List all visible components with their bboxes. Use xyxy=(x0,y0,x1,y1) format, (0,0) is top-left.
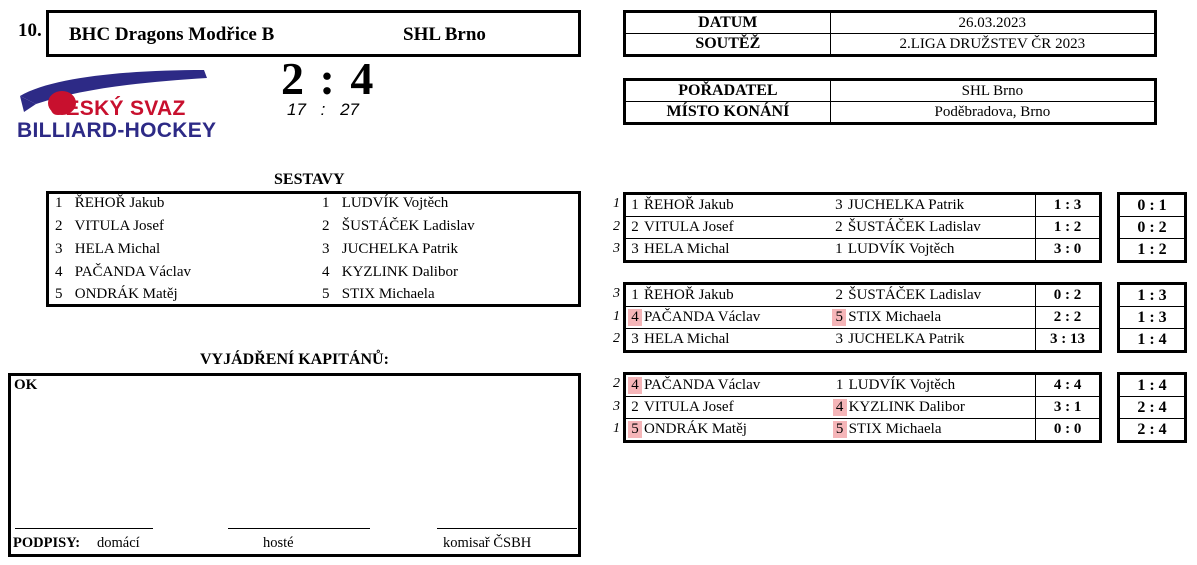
home-player-cell xyxy=(625,397,831,419)
lineups-title: SESTAVY xyxy=(274,171,345,188)
date-label: DATUM xyxy=(625,12,831,34)
home-player-number: 2 xyxy=(631,399,639,415)
logo-text-line2: BILLIARD-HOCKEY xyxy=(17,119,217,142)
running-total-cell: 2 : 4 xyxy=(1119,397,1186,419)
running-total-cell: 0 : 2 xyxy=(1119,217,1186,239)
match-score-cell: 4 : 4 xyxy=(1036,374,1101,397)
home-player-number: 4 xyxy=(628,377,642,394)
home-player-cell xyxy=(625,217,830,239)
info-row-competition xyxy=(625,34,1156,56)
match-score: 2 : 4 xyxy=(281,53,376,104)
running-total-cell: 1 : 3 xyxy=(1119,284,1186,307)
running-total-row xyxy=(1119,194,1186,217)
captain-statement-title: VYJÁDŘENÍ KAPITÁNŮ: xyxy=(200,351,389,368)
running-total-row xyxy=(1119,217,1186,239)
match-score-cell: 0 : 0 xyxy=(1036,419,1101,442)
home-player: 5 ONDRÁK Matěj xyxy=(55,286,178,302)
venue-label: MÍSTO KONÁNÍ xyxy=(625,102,831,124)
away-player-cell xyxy=(830,217,1036,239)
away-player-name: KYZLINK Dalibor xyxy=(848,399,965,415)
info-row-date xyxy=(625,12,1156,34)
table-number: 2 xyxy=(613,331,620,346)
organizer-info-table xyxy=(623,78,1157,125)
venue-value: Poděbradova, Brno xyxy=(830,102,1155,124)
away-player: 3 JUCHELKA Patrik xyxy=(322,241,458,257)
home-player: 3 HELA Michal xyxy=(55,241,161,257)
away-player-name: STIX Michaela xyxy=(848,309,942,325)
away-player-cell xyxy=(831,374,1036,397)
home-player: 2 VITULA Josef xyxy=(55,218,165,234)
match-number: 10. xyxy=(18,20,42,41)
home-player-name: PAČANDA Václav xyxy=(644,377,761,393)
running-total-cell: 1 : 4 xyxy=(1119,374,1186,397)
away-player-number: 3 xyxy=(835,331,843,347)
away-player-name: STIX Michaela xyxy=(848,421,942,437)
away-player-cell xyxy=(831,397,1036,419)
signature-line-home xyxy=(15,528,153,529)
running-total-row xyxy=(1119,284,1186,307)
table-number: 1 xyxy=(613,196,620,211)
match-score-cell: 3 : 0 xyxy=(1036,239,1101,262)
table-number: 2 xyxy=(613,376,620,391)
home-player-name: ŘEHOŘ Jakub xyxy=(644,287,734,303)
away-player-number: 1 xyxy=(835,377,844,393)
away-player-number: 2 xyxy=(835,287,843,303)
home-player: 4 PAČANDA Václav xyxy=(55,264,192,280)
away-player-cell xyxy=(830,329,1035,352)
home-player-cell xyxy=(625,307,831,329)
match-block xyxy=(623,372,1102,443)
away-team-name: SHL Brno xyxy=(403,24,486,45)
signatures-label: PODPISY: xyxy=(13,535,81,551)
match-score-cell: 3 : 13 xyxy=(1036,329,1101,352)
teams-header xyxy=(46,10,581,57)
home-player-cell xyxy=(625,329,831,352)
match-row xyxy=(625,284,1101,307)
away-player: 5 STIX Michaela xyxy=(322,286,435,302)
match-info-table xyxy=(623,10,1157,57)
away-player-cell xyxy=(830,307,1035,329)
home-player-number: 1 xyxy=(631,287,639,303)
running-total-block xyxy=(1117,192,1187,263)
home-player-name: ŘEHOŘ Jakub xyxy=(644,197,734,213)
table-number: 3 xyxy=(613,398,620,414)
match-row xyxy=(625,419,1101,442)
home-player-cell xyxy=(625,194,830,217)
match-row xyxy=(625,307,1101,329)
home-player-cell xyxy=(625,374,831,397)
match-row xyxy=(625,397,1101,419)
running-total-cell: 0 : 1 xyxy=(1119,194,1186,217)
match-score-cell: 3 : 1 xyxy=(1036,397,1101,419)
running-total-row xyxy=(1119,329,1186,352)
match-block xyxy=(623,282,1102,353)
date-value: 26.03.2023 xyxy=(830,12,1155,34)
home-player-name: VITULA Josef xyxy=(644,399,734,415)
away-player-cell xyxy=(830,284,1035,307)
home-player-name: VITULA Josef xyxy=(644,219,734,235)
signature-home-label: domácí xyxy=(97,535,140,551)
match-score-cell: 0 : 2 xyxy=(1036,284,1101,307)
signature-line-commissioner xyxy=(437,528,577,529)
running-total-cell: 2 : 4 xyxy=(1137,420,1167,438)
away-player-name: ŠUSTÁČEK Ladislav xyxy=(848,287,982,303)
home-player-number: 1 xyxy=(631,197,639,213)
running-total-block xyxy=(1117,282,1187,353)
home-player-number: 4 xyxy=(628,309,642,326)
home-player-cell xyxy=(625,239,830,262)
table-number: 1 xyxy=(613,308,620,324)
signature-line-away xyxy=(228,528,370,529)
table-number: 3 xyxy=(613,241,620,256)
away-player: 1 LUDVÍK Vojtěch xyxy=(322,195,449,211)
away-player-name: JUCHELKA Patrik xyxy=(848,331,965,347)
match-row xyxy=(625,217,1101,239)
match-score-cell: 1 : 2 xyxy=(1036,217,1101,239)
organizer-value: SHL Brno xyxy=(830,80,1155,102)
logo-text-line1: ČESKÝ SVAZ xyxy=(50,97,186,120)
table-number: 1 xyxy=(613,421,620,436)
running-total-row xyxy=(1119,419,1186,442)
home-player-number: 2 xyxy=(631,219,639,235)
away-player-number: 4 xyxy=(833,399,847,416)
running-total-row xyxy=(1119,307,1186,329)
signature-away-label: hosté xyxy=(263,535,294,551)
away-player-number: 1 xyxy=(835,241,843,257)
match-score-cell: 1 : 3 xyxy=(1036,194,1101,217)
home-player-name: HELA Michal xyxy=(644,241,730,257)
away-player: 4 KYZLINK Dalibor xyxy=(322,264,458,280)
competition-label: SOUTĚŽ xyxy=(625,34,831,56)
home-player-name: HELA Michal xyxy=(644,331,730,347)
info-row-venue xyxy=(625,102,1156,124)
away-player-number: 5 xyxy=(833,421,847,438)
running-total-cell: 1 : 4 xyxy=(1137,330,1167,348)
table-number: 3 xyxy=(613,286,620,301)
away-player-name: LUDVÍK Vojtěch xyxy=(847,241,955,257)
info-row-organizer xyxy=(625,80,1156,102)
running-total-row xyxy=(1119,397,1186,419)
away-player: 2 ŠUSTÁČEK Ladislav xyxy=(322,218,475,234)
running-total-row xyxy=(1119,239,1186,262)
home-player-name: ONDRÁK Matěj xyxy=(644,421,747,437)
away-player-cell xyxy=(831,419,1036,442)
match-row xyxy=(625,374,1101,397)
match-row xyxy=(625,194,1101,217)
running-total-row xyxy=(1119,374,1186,397)
captain-statement-box xyxy=(8,373,581,557)
home-player-name: PAČANDA Václav xyxy=(644,309,761,325)
running-total-block xyxy=(1117,372,1187,443)
organizer-label: POŘADATEL xyxy=(625,80,831,102)
lineups-box xyxy=(46,191,581,307)
match-score-cell: 2 : 2 xyxy=(1036,307,1101,329)
away-player-name: JUCHELKA Patrik xyxy=(847,197,965,213)
away-player-number: 5 xyxy=(832,309,846,326)
home-player-number: 5 xyxy=(628,421,642,438)
table-number: 2 xyxy=(613,218,620,234)
away-player-cell xyxy=(830,194,1036,217)
home-team-name: BHC Dragons Modřice B xyxy=(69,24,275,45)
home-player-number: 3 xyxy=(631,241,639,257)
match-row xyxy=(625,329,1101,352)
captain-statement-text: OK xyxy=(14,377,38,393)
home-player-number: 3 xyxy=(631,331,639,347)
signature-commissioner-label: komisař ČSBH xyxy=(443,535,532,551)
away-player-cell xyxy=(830,239,1036,262)
home-player-cell xyxy=(625,284,831,307)
match-block xyxy=(623,192,1102,263)
running-total-cell: 1 : 2 xyxy=(1137,240,1167,258)
frames-score: 17 : 27 xyxy=(287,100,359,119)
away-player-name: LUDVÍK Vojtěch xyxy=(848,377,956,393)
away-player-number: 3 xyxy=(835,197,843,213)
running-total-cell: 1 : 3 xyxy=(1119,307,1186,329)
competition-value: 2.LIGA DRUŽSTEV ČR 2023 xyxy=(830,34,1155,56)
away-player-number: 2 xyxy=(835,219,843,235)
home-player: 1 ŘEHOŘ Jakub xyxy=(55,195,165,211)
away-player-name: ŠUSTÁČEK Ladislav xyxy=(847,219,981,235)
home-player-cell xyxy=(625,419,831,442)
match-row xyxy=(625,239,1101,262)
